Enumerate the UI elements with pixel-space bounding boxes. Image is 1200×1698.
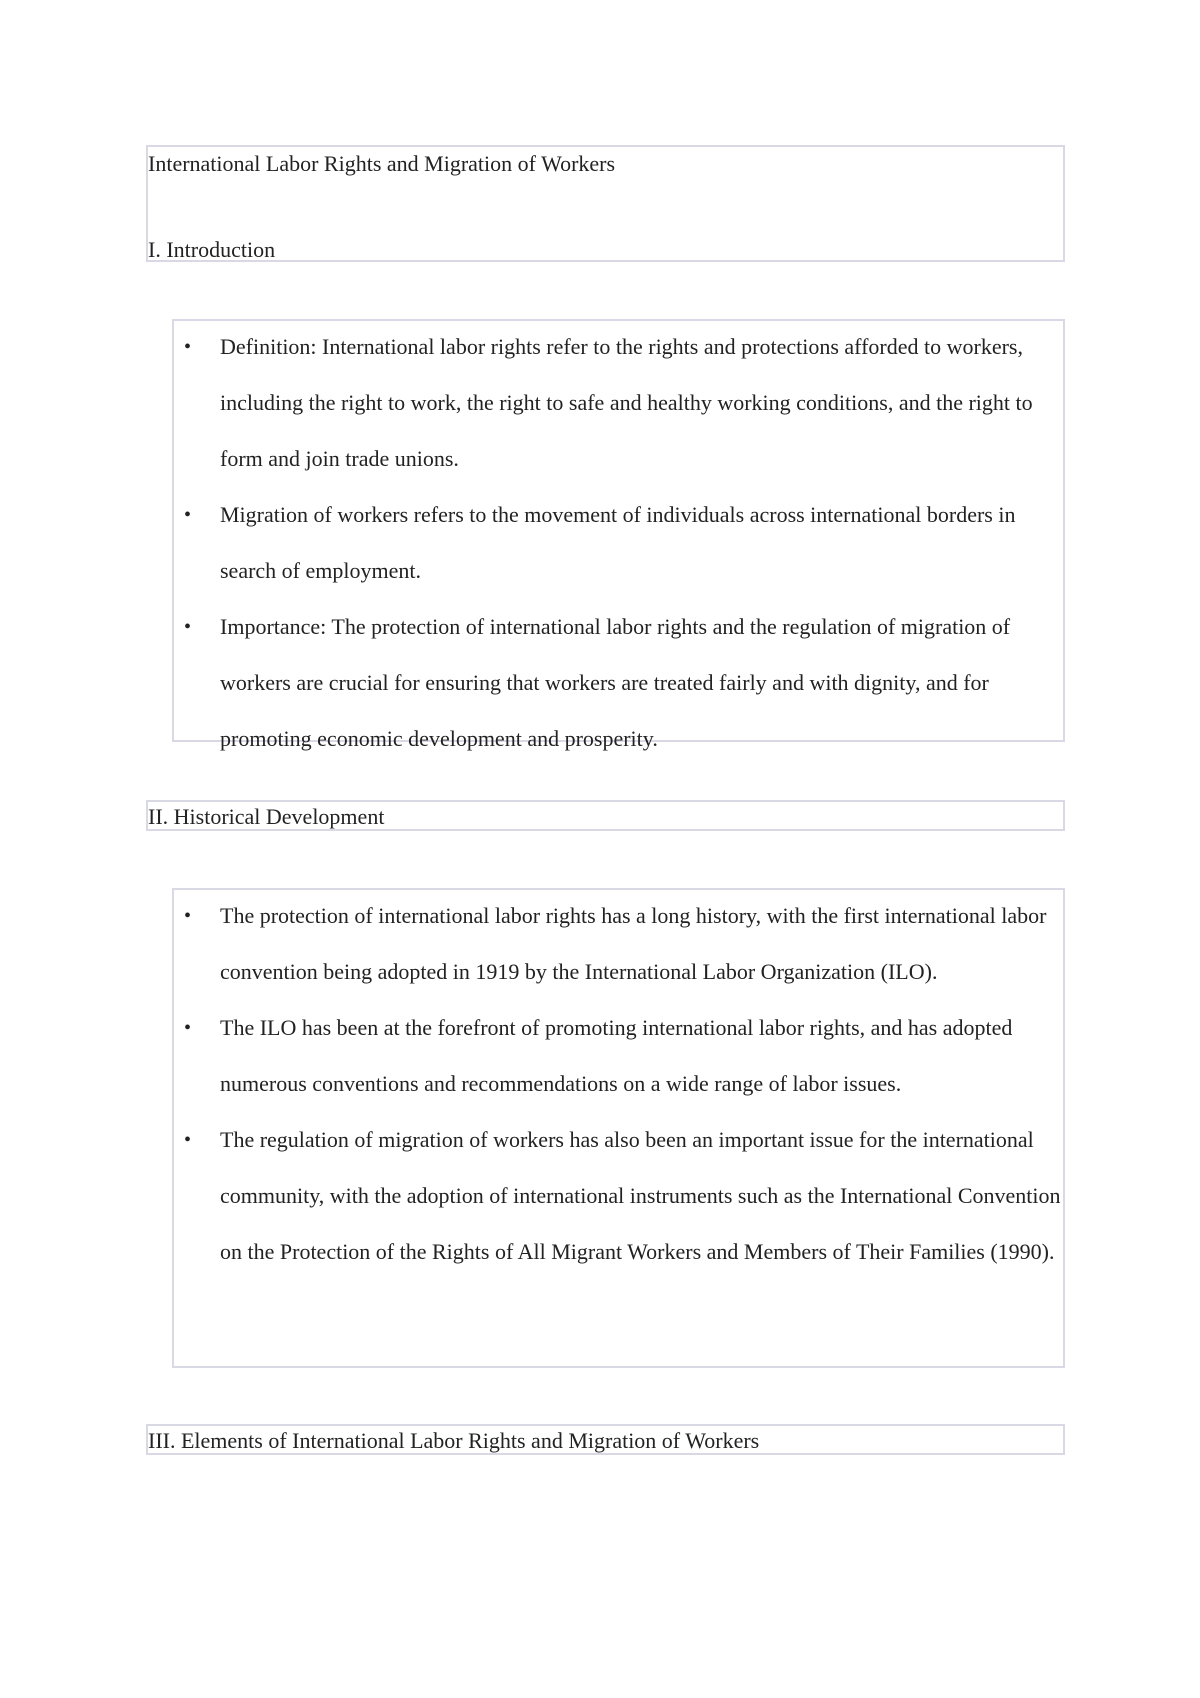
section-heading-block [146, 800, 1065, 831]
list-item [174, 487, 1063, 599]
title-heading-block [146, 145, 1065, 262]
list-item-text: The regulation of migration of workers has also been an important issue for the international community, with the adoption of international instruments such as the International Convention on the Protection of the Rights of All Migrant Workers and Members of Their Families (1990). [220, 1127, 1061, 1264]
section-heading-block [146, 1424, 1065, 1455]
list-item [174, 1000, 1063, 1112]
list-item [174, 319, 1063, 487]
list-item-text: Definition: International labor rights refer to the rights and protections afforded to workers, including the right to work, the right to safe and healthy working conditions, and the right to form and join trade unions. [220, 334, 1033, 471]
list-item-text: The ILO has been at the forefront of promoting international labor rights, and has adopted numerous conventions and recommendations on a wide range of labor issues. [220, 1015, 1013, 1096]
list-item-text: Migration of workers refers to the movement of individuals across international borders in search of employment. [220, 502, 1016, 583]
bullet-icon: • [184, 1129, 192, 1151]
section-heading-elements: III. Elements of International Labor Rights and Migration of Workers [148, 1428, 760, 1453]
list-item [174, 599, 1063, 767]
list-item-text: The protection of international labor rights has a long history, with the first international labor convention being adopted in 1919 by the International Labor Organization (ILO). [220, 903, 1047, 984]
bullet-icon: • [184, 504, 192, 526]
bullet-icon: • [184, 336, 192, 358]
bullet-icon: • [184, 905, 192, 927]
list-item [174, 888, 1063, 1000]
section-heading-introduction: I. Introduction [148, 237, 276, 262]
document-title: International Labor Rights and Migration of Workers [148, 151, 616, 176]
list-item-text: Importance: The protection of international labor rights and the regulation of migration of workers are crucial for ensuring that workers are treated fairly and with dignity, and for promoting economic development and prosperity. [220, 614, 1011, 751]
section-heading-historical-development: II. Historical Development [148, 804, 385, 829]
introduction-bullet-list [172, 319, 1065, 751]
historical-development-bullet-list [172, 888, 1065, 1368]
bullet-icon: • [184, 1017, 192, 1039]
bullet-icon: • [184, 616, 192, 638]
list-item [174, 1112, 1063, 1280]
